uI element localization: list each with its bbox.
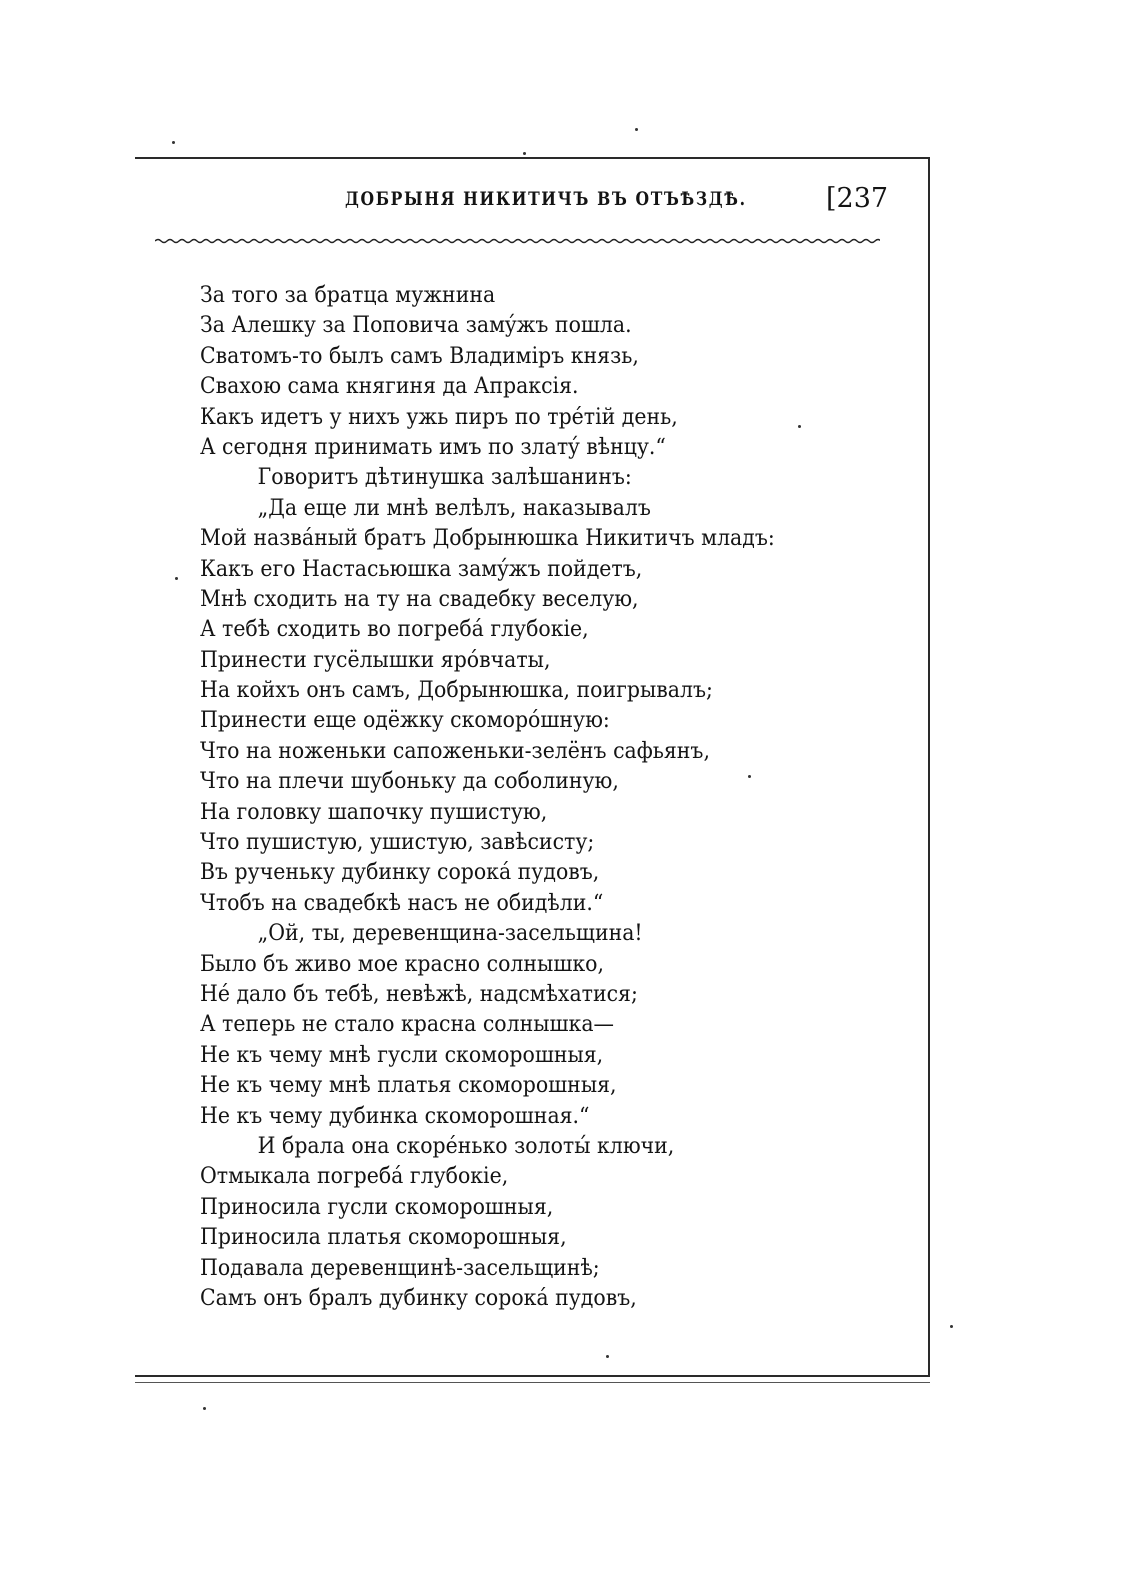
- verse-line: Что на ноженьки сапоженьки-зелёнъ сафьянъ,: [200, 738, 710, 764]
- bottom-rule: [135, 1375, 930, 1377]
- verse-line: Принести гусёлышки ярóвчаты,: [200, 647, 551, 673]
- verse-line: Сватомъ-то былъ самъ Владиміръ князь,: [200, 343, 639, 369]
- scan-speck: [635, 128, 638, 131]
- verse-line: Мой назвáный братъ Добрынюшка Никитичъ младъ:: [200, 526, 775, 552]
- verse-line: Было бъ живо мое красно солнышко,: [200, 951, 604, 977]
- verse-line: Отмыкала погребá глубокіе,: [200, 1164, 509, 1190]
- verse-body: [200, 281, 900, 1314]
- verse-line: Мнѣ сходить на ту на свадебку веселую,: [200, 586, 639, 612]
- verse-line: Подавала деревенщинѣ-засельщинѣ;: [200, 1255, 600, 1281]
- scan-speck: [950, 1325, 953, 1328]
- page-number: [237: [826, 183, 889, 214]
- verse-line: На койхъ онъ самъ, Добрынюшка, поигрывалъ;: [200, 678, 713, 704]
- scan-speck: [523, 152, 526, 155]
- verse-line: Приносила гусли скоморошныя,: [200, 1194, 554, 1220]
- verse-line: „Да еще ли мнѣ велѣлъ, наказывалъ: [257, 495, 651, 521]
- top-rule: [135, 157, 930, 159]
- verse-line: Самъ онъ бралъ дубинку сорокá пудовъ,: [200, 1285, 637, 1311]
- scan-speck: [203, 1407, 206, 1410]
- verse-line: А сегодня принимать имъ по златý вѣнцу.“: [200, 434, 666, 460]
- verse-line: Какъ его Настасьюшка замýжъ пойдетъ,: [200, 556, 643, 582]
- verse-line: Говоритъ дѣтинушка залѣшанинъ:: [257, 465, 632, 491]
- verse-line: Приносила платья скоморошныя,: [200, 1225, 567, 1251]
- verse-line: За Алешку за Поповича замýжъ пошла.: [200, 313, 632, 339]
- verse-line: Принести еще одёжку скоморóшную:: [200, 708, 610, 734]
- verse-line: За того за братца мужнина: [200, 283, 496, 308]
- scan-speck: [748, 775, 751, 778]
- verse-line: На головку шапочку пушистую,: [200, 799, 548, 825]
- verse-line: Чтобъ на свадебкѣ насъ не обидѣли.“: [200, 890, 604, 916]
- verse-line: Нé дало бъ тебѣ, невѣжѣ, надсмѣхатися;: [200, 981, 638, 1007]
- scan-speck: [172, 141, 175, 144]
- wavy-ornament-rule: [155, 235, 880, 247]
- verse-line: Что пушистую, ушистую, завѣсисту;: [200, 830, 595, 856]
- scan-speck: [175, 577, 178, 580]
- verse-line: Свахою сама княгиня да Апраксія.: [200, 374, 579, 400]
- verse-line: „Ой, ты, деревенщина-засельщина!: [257, 921, 643, 947]
- verse-line: Какъ идетъ у нихъ ужь пиръ по трéтій день,: [200, 404, 678, 430]
- bottom-rule-thin: [135, 1382, 930, 1383]
- verse-line: Не къ чему мнѣ платья скоморошныя,: [200, 1073, 617, 1099]
- scan-speck: [798, 425, 801, 428]
- verse-line: Не къ чему мнѣ гусли скоморошныя,: [200, 1042, 604, 1068]
- scan-speck: [606, 1355, 609, 1358]
- right-margin-rule: [928, 158, 930, 1376]
- verse-line: А тебѣ сходить во погребá глубокіе,: [200, 617, 589, 643]
- verse-line: А теперь не стало красна солнышка—: [200, 1012, 614, 1038]
- verse-line: Что на плечи шубоньку да соболиную,: [200, 769, 619, 795]
- running-head: ДОБРЫНЯ НИКИТИЧЪ ВЪ ОТЪѢЗДѢ.: [345, 188, 747, 210]
- verse-line: Въ рученьку дубинку сорокá пудовъ,: [200, 860, 600, 886]
- verse-line: Не къ чему дубинка скоморошная.“: [200, 1103, 590, 1129]
- verse-line: И брала она скорéнько золоты́ ключи,: [257, 1133, 675, 1159]
